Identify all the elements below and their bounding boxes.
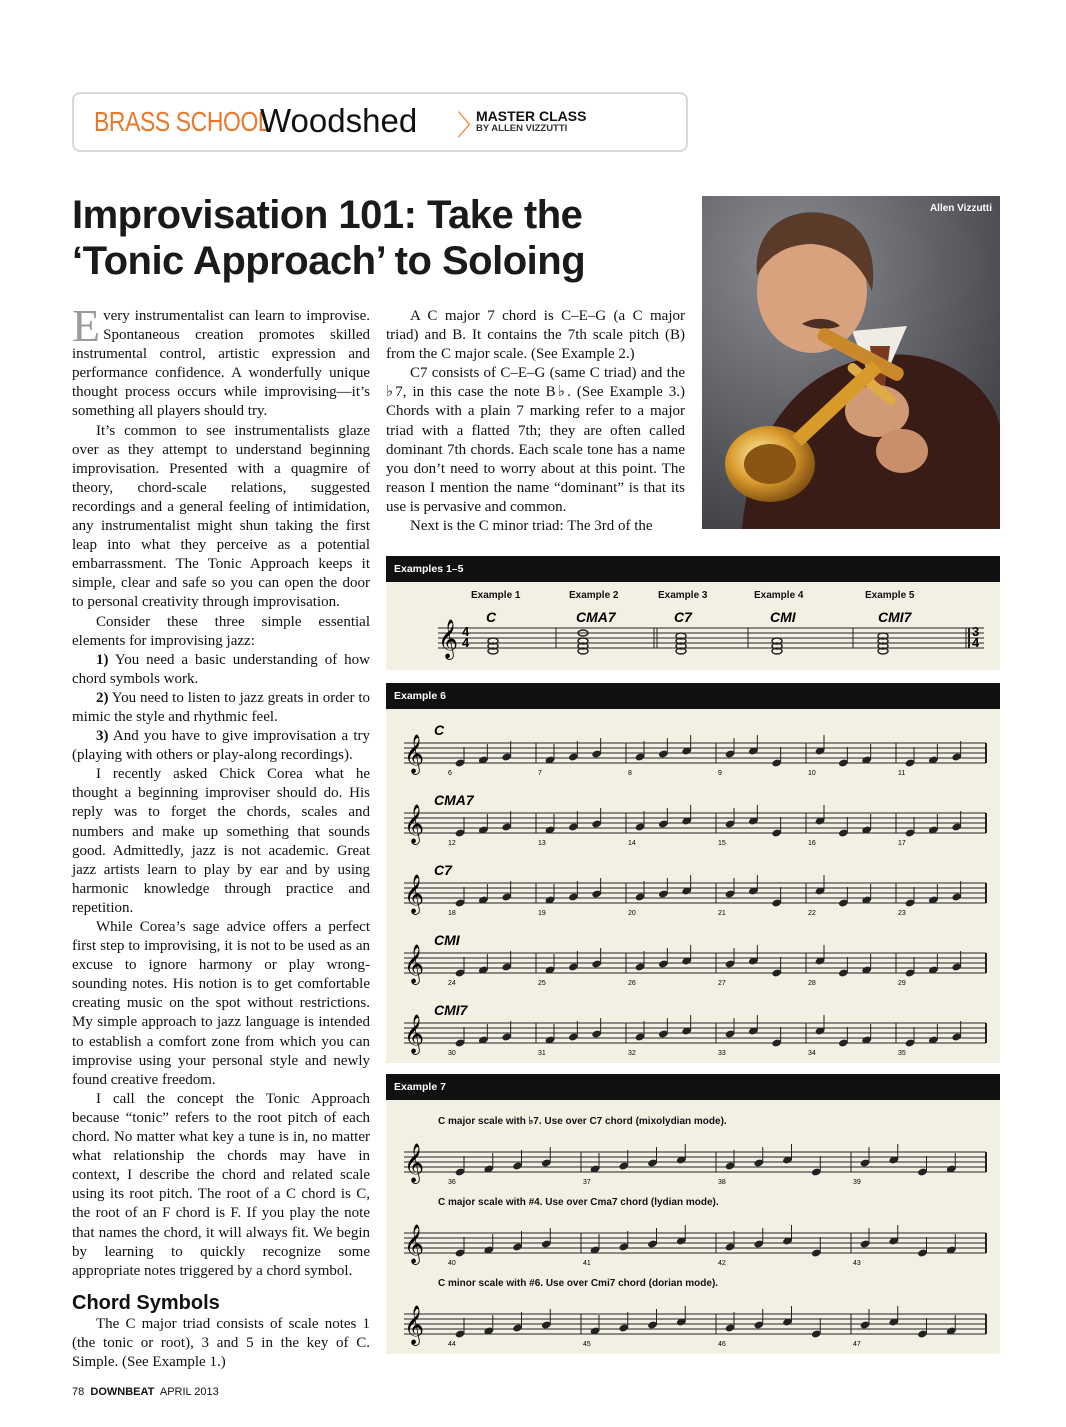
measure-number: 37 bbox=[583, 1179, 591, 1186]
measure-number: 36 bbox=[448, 1179, 456, 1186]
measure-number: 27 bbox=[718, 980, 726, 987]
paragraph: It’s common to see instrumentalists glaze over as they attempt to understand beginning improvisation. Presented with a quagmire of theory, chord-scale relations, suggested recordings and a general feeling of intimidation, any instrumentalist might shun taking the first leap into what they perceive as a potential embarrassment. The Tonic Approach keeps it simple, clear and safe so you can open the door to personal creativity through improvisation. bbox=[72, 422, 370, 611]
example-7-panel bbox=[386, 1074, 1000, 1354]
measure-number: 17 bbox=[898, 840, 906, 847]
music-staff bbox=[386, 1211, 1000, 1275]
treble-clef-icon: 𝄞 bbox=[404, 1224, 425, 1264]
chord-symbol: CMI bbox=[434, 932, 460, 948]
svg-text:4: 4 bbox=[462, 635, 470, 650]
author-photo bbox=[702, 196, 1006, 544]
title-line-2: ‘Tonic Approach’ to Soloing bbox=[72, 239, 586, 283]
paragraph-text: very instrumentalist can learn to improvise. Spontaneous creation promotes skilled instrumental control, artistic expression and performance confidence. A wonderfully unique thought process occurs while improvising—it’s something all players should try. bbox=[72, 308, 370, 420]
list-text: You need a basic understanding of how chord symbols work. bbox=[72, 651, 370, 687]
page-footer bbox=[72, 1386, 219, 1398]
section-name: BRASS SCHOOL bbox=[94, 106, 271, 137]
chord-symbol: CMI bbox=[770, 609, 796, 625]
list-item bbox=[72, 727, 370, 765]
paragraph: A C major 7 chord is C–E–G (a C major triad) and B. It contains the 7th scale pitch (B) from the C major scale. (See Example 2.) bbox=[386, 308, 685, 363]
treble-clef-icon: 𝄞 bbox=[404, 804, 425, 844]
column-name: MASTER CLASS bbox=[476, 108, 587, 124]
measure-number: 19 bbox=[538, 910, 546, 917]
measure-number: 32 bbox=[628, 1050, 636, 1057]
measure-number: 13 bbox=[538, 840, 546, 847]
measure-number: 40 bbox=[448, 1260, 456, 1267]
chord-symbol: C bbox=[434, 722, 445, 738]
article-title bbox=[72, 192, 682, 284]
measure-number: 39 bbox=[853, 1179, 861, 1186]
chord-staff bbox=[386, 606, 1000, 670]
paragraph bbox=[72, 300, 370, 422]
measure-number: 38 bbox=[718, 1179, 726, 1186]
photo-caption: Allen Vizzutti bbox=[929, 203, 992, 214]
measure-number: 25 bbox=[538, 980, 546, 987]
music-staff bbox=[386, 1292, 1000, 1356]
magazine-name: DOWNBEAT bbox=[90, 1386, 155, 1398]
issue-date: APRIL 2013 bbox=[159, 1386, 219, 1398]
measure-number: 23 bbox=[898, 910, 906, 917]
treble-clef-icon: 𝄞 bbox=[404, 734, 425, 774]
measure-number: 26 bbox=[628, 980, 636, 987]
measure-number: 28 bbox=[808, 980, 816, 987]
measure-number: 35 bbox=[898, 1050, 906, 1057]
subheading: Chord Symbols bbox=[72, 1291, 220, 1314]
measure-number: 16 bbox=[808, 840, 816, 847]
example-label: Example 1 bbox=[471, 590, 521, 601]
music-staff bbox=[386, 1130, 1000, 1194]
measure-number: 41 bbox=[583, 1260, 591, 1267]
measure-number: 42 bbox=[718, 1260, 726, 1267]
measure-number: 46 bbox=[718, 1341, 726, 1348]
measure-number: 21 bbox=[718, 910, 726, 917]
treble-clef-icon: 𝄞 bbox=[438, 619, 459, 659]
paragraph: I recently asked Chick Corea what he thought a beginning improviser should do. His reply was to forget the chords, scales and numbers and make up something that sounds good. Admittedly, jazz is not academic. Great jazz artists learn to play by ear and by using harmonic knowledge through practice and repetition. bbox=[72, 766, 370, 916]
measure-number: 31 bbox=[538, 1050, 546, 1057]
article-column-2 bbox=[386, 307, 685, 536]
example-6-panel bbox=[386, 683, 1000, 1063]
music-staff bbox=[386, 931, 1000, 995]
chord-symbol: C7 bbox=[674, 609, 692, 625]
panel-title: Example 7 bbox=[386, 1074, 1000, 1100]
paragraph: While Corea’s sage advice offers a perfect first step to improvising, it is not to be used as an excuse to ignore harmony or play wrong-sounding notes. His notion is to get comfortable creating music on the spot without restrictions. My simple approach to jazz language is intended to establish a comfort zone from which you can improvise using your personal style and newly found creative freedom. bbox=[72, 919, 370, 1088]
treble-clef-icon: 𝄞 bbox=[404, 1143, 425, 1183]
measure-number: 7 bbox=[538, 770, 542, 777]
music-staff bbox=[386, 721, 1000, 785]
examples-1-5-panel bbox=[386, 556, 1000, 670]
scale-label: C major scale with ♭7. Use over C7 chord (mixolydian mode). bbox=[438, 1116, 727, 1127]
measure-number: 20 bbox=[628, 910, 636, 917]
measure-number: 15 bbox=[718, 840, 726, 847]
svg-text:3: 3 bbox=[972, 624, 980, 639]
trumpet-player-illustration bbox=[702, 196, 1000, 529]
paragraph: The C major triad consists of scale notes 1 (the tonic or root), 3 and 5 in the key of C. Simple. (See Example 1.) bbox=[72, 1315, 370, 1370]
chord-symbol: CMA7 bbox=[576, 609, 616, 625]
measure-number: 9 bbox=[718, 770, 722, 777]
svg-text:4: 4 bbox=[462, 624, 470, 639]
treble-clef-icon: 𝄞 bbox=[404, 874, 425, 914]
article-column-1 bbox=[72, 300, 370, 1372]
paragraph: C7 consists of C–E–G (same C triad) and the ♭7, in this case the note B♭. (See Example 3.) Chords with a plain 7 marking refer to a major triad with a flatted 7th; they are often called dominant 7th chords. Each scale tone has a name you don’t need to worry about at this point. The reason I mention the name “dominant” is that its use is pervasive and common. bbox=[386, 365, 685, 515]
example-label: Example 3 bbox=[658, 590, 708, 601]
list-number: 3) bbox=[96, 728, 109, 745]
measure-number: 12 bbox=[448, 840, 456, 847]
list-number: 2) bbox=[96, 689, 109, 706]
scale-label: C major scale with #4. Use over Cma7 chord (lydian mode). bbox=[438, 1197, 719, 1208]
photo-credit: KIRA STEWART bbox=[1000, 499, 1006, 544]
subsection-name: Woodshed bbox=[260, 102, 418, 139]
music-staff bbox=[386, 861, 1000, 925]
example-label: Example 4 bbox=[754, 590, 804, 601]
measure-number: 43 bbox=[853, 1260, 861, 1267]
chord-symbol: C7 bbox=[434, 862, 452, 878]
byline: BY ALLEN VIZZUTTI bbox=[476, 123, 568, 134]
chord-symbol: C bbox=[486, 609, 497, 625]
treble-clef-icon: 𝄞 bbox=[404, 944, 425, 984]
measure-number: 30 bbox=[448, 1050, 456, 1057]
measure-number: 24 bbox=[448, 980, 456, 987]
svg-text:4: 4 bbox=[972, 635, 980, 650]
paragraph: Consider these three simple essential elements for improvising jazz: bbox=[72, 613, 370, 649]
list-text: You need to listen to jazz greats in order to mimic the style and rhythmic feel. bbox=[72, 689, 370, 725]
section-header bbox=[72, 92, 688, 152]
scale-label: C minor scale with #6. Use over Cmi7 chord (dorian mode). bbox=[438, 1278, 719, 1289]
measure-number: 11 bbox=[898, 770, 906, 777]
chord-symbol: CMA7 bbox=[434, 792, 474, 808]
measure-number: 14 bbox=[628, 840, 636, 847]
list-item bbox=[72, 689, 370, 727]
measure-number: 8 bbox=[628, 770, 632, 777]
drop-cap: E bbox=[72, 300, 101, 351]
chord-symbol: CMI7 bbox=[878, 609, 912, 625]
list-number: 1) bbox=[96, 651, 109, 668]
example-label: Example 5 bbox=[865, 590, 915, 601]
music-staff bbox=[386, 1001, 1000, 1065]
list-item bbox=[72, 651, 370, 689]
paragraph: I call the concept the Tonic Approach because “tonic” refers to the root pitch of each chord. No matter what key a tune is in, no matter what relationship the chords may have in context, I describe the chord and related scale using its root pitch. The root of a C chord is C, the root of an F chord is F. If you play the note that names the chord, it will always fit. We begin by learning to quickly recognize some appropriate notes triggered by a chord symbol. bbox=[72, 1090, 370, 1279]
chevron-icon: 〉 bbox=[457, 110, 486, 141]
treble-clef-icon: 𝄞 bbox=[404, 1014, 425, 1054]
page-number: 78 bbox=[72, 1386, 85, 1398]
measure-number: 33 bbox=[718, 1050, 726, 1057]
measure-number: 6 bbox=[448, 770, 452, 777]
measure-number: 45 bbox=[583, 1341, 591, 1348]
measure-number: 10 bbox=[808, 770, 816, 777]
title-line-1: Improvisation 101: Take the bbox=[72, 193, 583, 237]
treble-clef-icon: 𝄞 bbox=[404, 1305, 425, 1345]
example-label: Example 2 bbox=[569, 590, 619, 601]
chord-symbol: CMI7 bbox=[434, 1002, 468, 1018]
list-text: And you have to give improvisation a try (playing with others or play-along recordings). bbox=[72, 728, 370, 764]
panel-title: Examples 1–5 bbox=[386, 556, 1000, 582]
measure-number: 44 bbox=[448, 1341, 456, 1348]
music-staff bbox=[386, 791, 1000, 855]
measure-number: 47 bbox=[853, 1341, 861, 1348]
measure-number: 29 bbox=[898, 980, 906, 987]
panel-title: Example 6 bbox=[386, 683, 1000, 709]
paragraph: Next is the C minor triad: The 3rd of the bbox=[410, 518, 653, 535]
measure-number: 22 bbox=[808, 910, 816, 917]
measure-number: 18 bbox=[448, 910, 456, 917]
measure-number: 34 bbox=[808, 1050, 816, 1057]
